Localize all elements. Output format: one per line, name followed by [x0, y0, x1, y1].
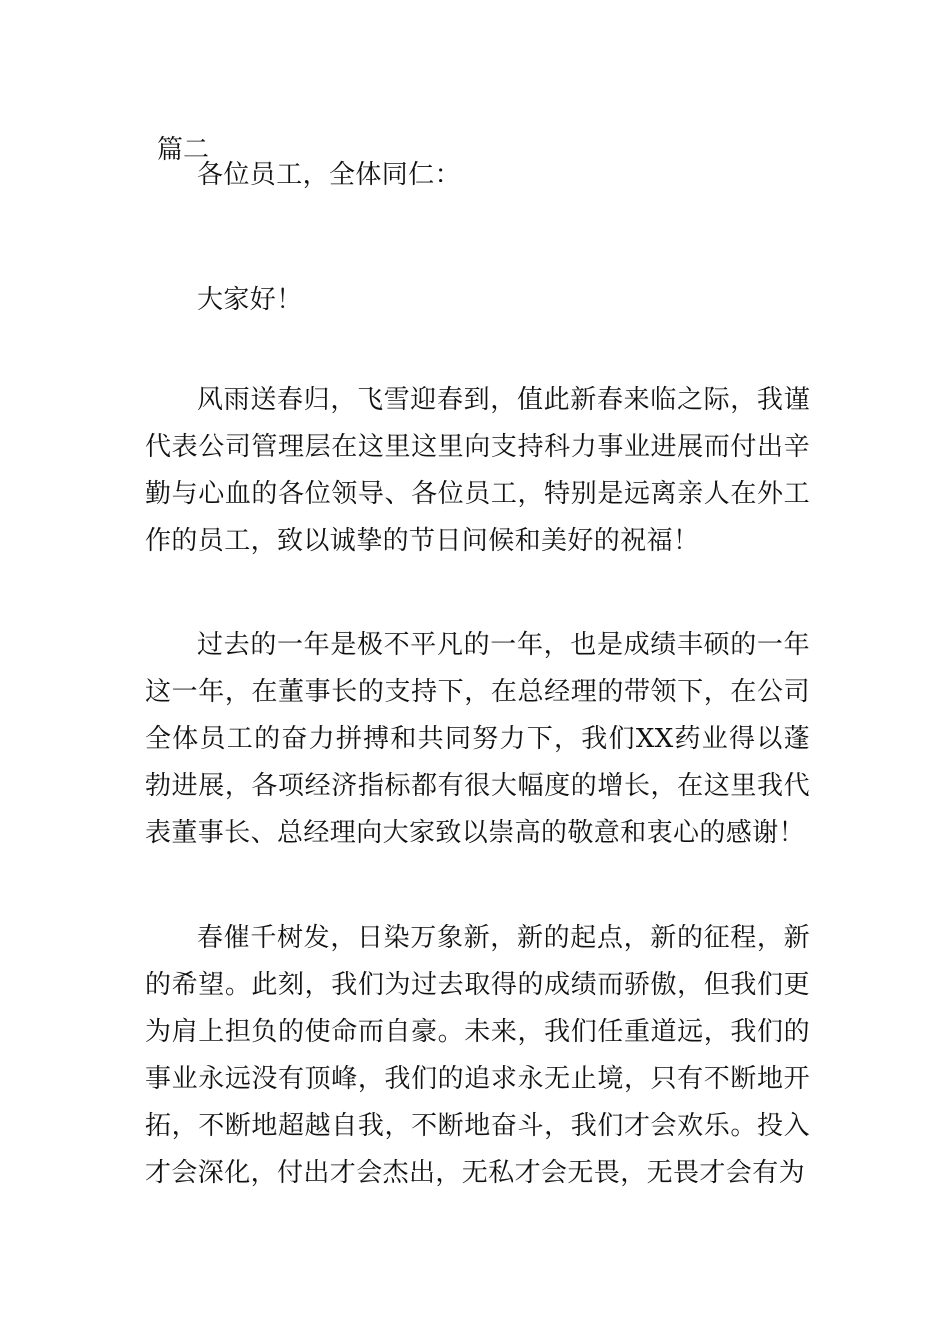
paragraph: 过去的一年是极不平凡的一年，也是成绩丰硕的一年这一年，在董事长的支持下，在总经理的带领下，在公司全体员工的奋力拼搏和共同努力下，我们XX药业得以蓬勃进展，各项经济指标都有很大幅度的增长，在这里我代表董事长、总经理向大家致以崇高的敬意和衷心的感谢！	[145, 630, 810, 848]
greeting: 大家好！	[197, 285, 303, 315]
section-title: 篇二	[157, 135, 210, 165]
salutation: 各位员工，全体同仁：	[197, 160, 462, 190]
paragraph: 风雨送春归，飞雪迎春到，值此新春来临之际，我谨代表公司管理层在这里这里向支持科力事业进展而付出辛勤与心血的各位领导、各位员工，特别是远离亲人在外工作的员工，致以诚挚的节日问候和美好的祝福！	[145, 385, 810, 556]
paragraph: 春催千树发，日染万象新，新的起点，新的征程，新的希望。此刻，我们为过去取得的成绩而骄傲，但我们更为肩上担负的使命而自豪。未来，我们任重道远，我们的事业永远没有顶峰，我们的追求永无止境，只有不断地开拓，不断地超越自我，不断地奋斗，我们才会欢乐。投入才会深化，付出才会杰出，无私才会无畏，无畏才会有为	[145, 923, 810, 1188]
